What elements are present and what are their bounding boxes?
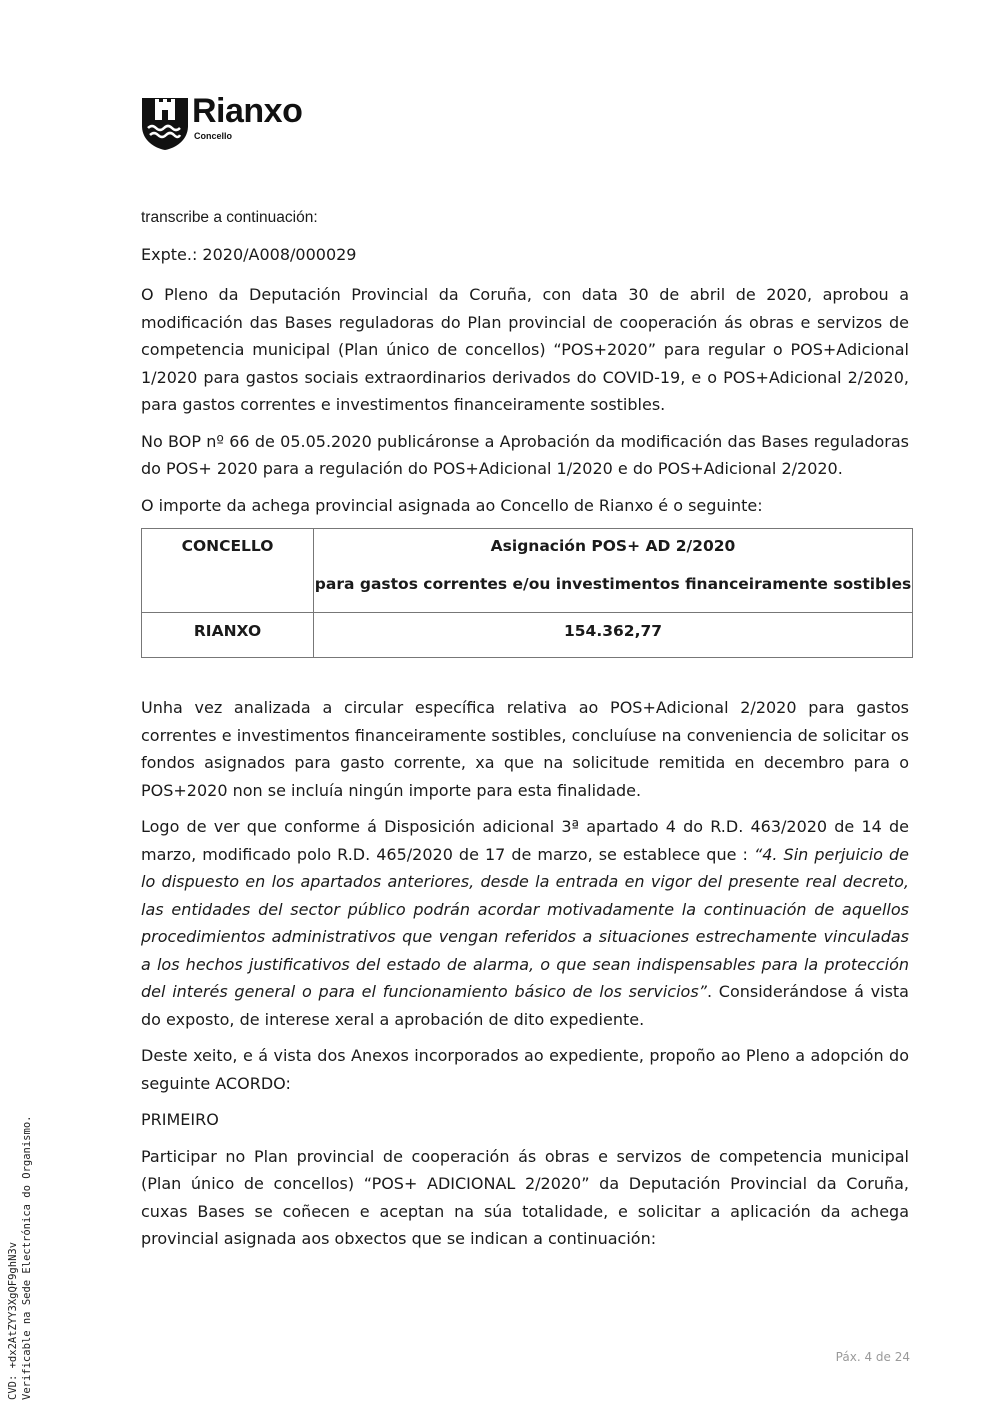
paragraph-proposal: Deste xeito, e á vista dos Anexos incorporados ao expediente, propoño ao Pleno a adopción do seguinte ACORDO: <box>141 1046 909 1093</box>
paragraph-bop: No BOP nº 66 de 05.05.2020 publicáronse a Aprobación da modificación das Bases reguladoras do POS+ 2020 para a regulación do POS+Adicional 1/2020 e do POS+Adicional 2/2020. <box>141 431 909 478</box>
cell-amount: 154.362,77 <box>314 613 913 658</box>
col-header-asignacion <box>314 529 913 613</box>
cvd-line: CVD: +dx2AtZYY3XgQF9ghN3v <box>7 1241 19 1400</box>
col-header-concello: CONCELLO <box>142 529 314 613</box>
castle-shield-icon <box>142 96 188 150</box>
expte-line: Expte.: 2020/A008/000029 <box>141 244 357 264</box>
table-row <box>142 613 913 658</box>
col-header-asignacion-line2: para gastos correntes e/ou investimentos financeiramente sostibles <box>314 575 912 593</box>
paragraph-importe: O importe da achega provincial asignada ao Concello de Rianxo é o seguinte: <box>141 495 763 515</box>
rianxo-logo <box>142 92 342 152</box>
disposicion-conclusion: . Considerándose á vista do exposto, de interese xeral a aprobación de dito expediente. <box>141 982 909 1029</box>
document-body <box>141 204 912 1262</box>
intro-line: transcribe a continuación: <box>141 209 318 226</box>
logo-wordmark: Rianxo <box>192 92 303 130</box>
paragraph-disposicion <box>141 813 909 1033</box>
table-header-row <box>142 529 913 613</box>
col-header-asignacion-line1: Asignación POS+ AD 2/2020 <box>490 537 736 555</box>
paragraph-pleno: O Pleno da Deputación Provincial da Coruña, con data 30 de abril de 2020, aprobou a modificación das Bases reguladoras do Plan provincial de cooperación ás obras e servizos de competencia municipal (Plan único de concellos) “POS+2020” para regular o POS+Adicional 1/2020 para gastos sociais extraordinarios derivados do COVID-19, e o POS+Adicional 2/2020, para gastos correntes e investimentos financeiramente sostibles. <box>141 285 909 414</box>
page-number: Páx. 4 de 24 <box>835 1350 910 1364</box>
verification-line: Verificable na Sede Electrónica do Organismo. <box>21 1115 33 1400</box>
heading-primeiro: PRIMEIRO <box>141 1110 219 1129</box>
disposicion-text: Logo de ver que conforme á Disposición adicional 3ª apartado 4 do R.D. 463/2020 de 14 de marzo, modificado polo R.D. 465/2020 de 17 de marzo, se establece que : <box>141 817 909 864</box>
allocation-table <box>141 528 913 658</box>
verification-code <box>6 1030 34 1400</box>
disposicion-quote: “4. Sin perjuicio de lo dispuesto en los apartados anteriores, desde la entrada en vigor del presente real decreto, las entidades del sector público podrán acordar motivadamente la continuación de aquellos procedimientos administrativos que vengan referidos a situaciones estrechamente vinculadas a los hechos justificativos del estado de alarma, o que sean indispensables para la protección del interés general o para el funcionamiento básico de los servicios” <box>141 844 910 1001</box>
cell-concello: RIANXO <box>142 613 314 658</box>
logo-subtitle: Concello <box>194 131 233 141</box>
paragraph-participar: Participar no Plan provincial de cooperación ás obras e servizos de competencia municipal (Plan único de concellos) “POS+ ADICIONAL 2/2020” da Deputación Provincial da Coruña, cuxas Bases se coñecen e aceptan na súa totalidade, e solicitar a aplicación da achega provincial asignada aos obxectos que se indican a continuación: <box>141 1146 909 1248</box>
paragraph-circular: Unha vez analizada a circular específica relativa ao POS+Adicional 2/2020 para gastos correntes e investimentos financeiramente sostibles, concluíuse na conveniencia de solicitar os fondos asignados para gasto corrente, xa que na solicitude remitida en decembro para o POS+2020 non se incluía ningún importe para esta finalidade. <box>141 698 909 800</box>
